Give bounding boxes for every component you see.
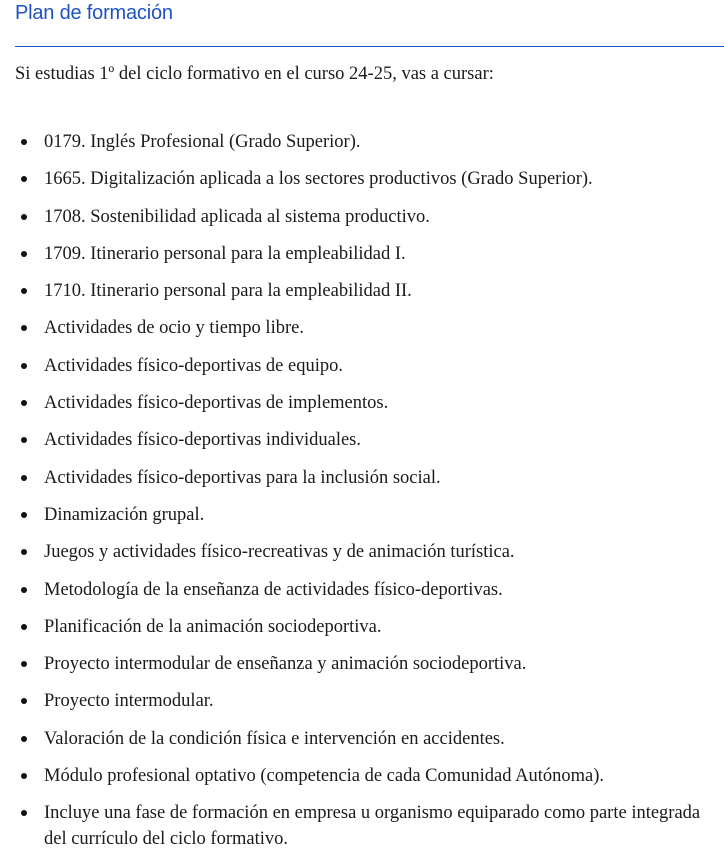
list-item [15,539,705,565]
list-item-text: 1710. Itinerario personal para la empleabilidad II. [44,281,412,302]
bullet-icon [21,288,27,294]
bullet-icon [21,549,27,555]
list-item-text: Actividades físico-deportivas individuales. [44,430,361,451]
bullet-icon [21,698,27,704]
bullet-icon [21,214,27,220]
list-item [15,800,705,852]
list-item-text: Proyecto intermodular. [44,691,214,712]
bullet-icon [21,773,27,779]
list-item-text: Actividades físico-deportivas para la inclusión social. [44,467,441,488]
bullet-icon [21,176,27,182]
bullet-icon [21,736,27,742]
list-item [15,241,705,267]
list-item [15,726,705,752]
list-item-text: Actividades de ocio y tiempo libre. [44,318,304,339]
list-item-text: Dinamización grupal. [44,504,205,525]
list-item [15,390,705,416]
bullet-icon [21,363,27,369]
list-item [15,465,705,491]
bullet-icon [21,400,27,406]
list-item-text: 1709. Itinerario personal para la empleabilidad I. [44,243,406,264]
list-item-text: Incluye una fase de formación en empresa u organismo equiparado como parte integrada del currículo del ciclo formativo. [44,803,701,850]
list-item [15,577,705,603]
list-item [15,688,705,714]
title-divider [15,46,724,47]
list-item [15,763,705,789]
list-item-text: Juegos y actividades físico-recreativas y de animación turística. [44,542,515,563]
list-item [15,166,705,192]
list-item [15,129,705,155]
list-item-text: 0179. Inglés Profesional (Grado Superior). [44,132,361,152]
intro-text: Si estudias 1º del ciclo formativo en el curso 24-25, vas a cursar: [15,64,494,84]
list-item-text: Módulo profesional optativo (competencia de cada Comunidad Autónoma). [44,766,604,787]
list-item [15,204,705,230]
list-item [15,502,705,528]
list-item [15,427,705,453]
bullet-icon [21,810,27,816]
section-title: Plan de formación [15,2,173,24]
list-item-text: 1708. Sostenibilidad aplicada al sistema productivo. [44,206,430,227]
list-item-text: Planificación de la animación sociodeportiva. [44,616,382,637]
bullet-icon [21,587,27,593]
list-item-text: Metodología de la enseñanza de actividades físico-deportivas. [44,579,503,600]
bullet-icon [21,661,27,667]
bullet-icon [21,437,27,443]
bullet-icon [21,139,27,145]
list-item [15,315,705,341]
module-list [15,129,705,864]
list-item-text: Actividades físico-deportivas de implementos. [44,393,389,414]
list-item-text: Valoración de la condición física e intervención en accidentes. [44,728,505,749]
list-item [15,353,705,379]
list-item-text: 1665. Digitalización aplicada a los sectores productivos (Grado Superior). [44,169,593,190]
list-item-text: Actividades físico-deportivas de equipo. [44,355,343,376]
bullet-icon [21,475,27,481]
bullet-icon [21,251,27,257]
list-item [15,614,705,640]
list-item-text: Proyecto intermodular de enseñanza y animación sociodeportiva. [44,654,527,675]
list-item [15,651,705,677]
bullet-icon [21,512,27,518]
bullet-icon [21,325,27,331]
bullet-icon [21,624,27,630]
list-item [15,278,705,304]
